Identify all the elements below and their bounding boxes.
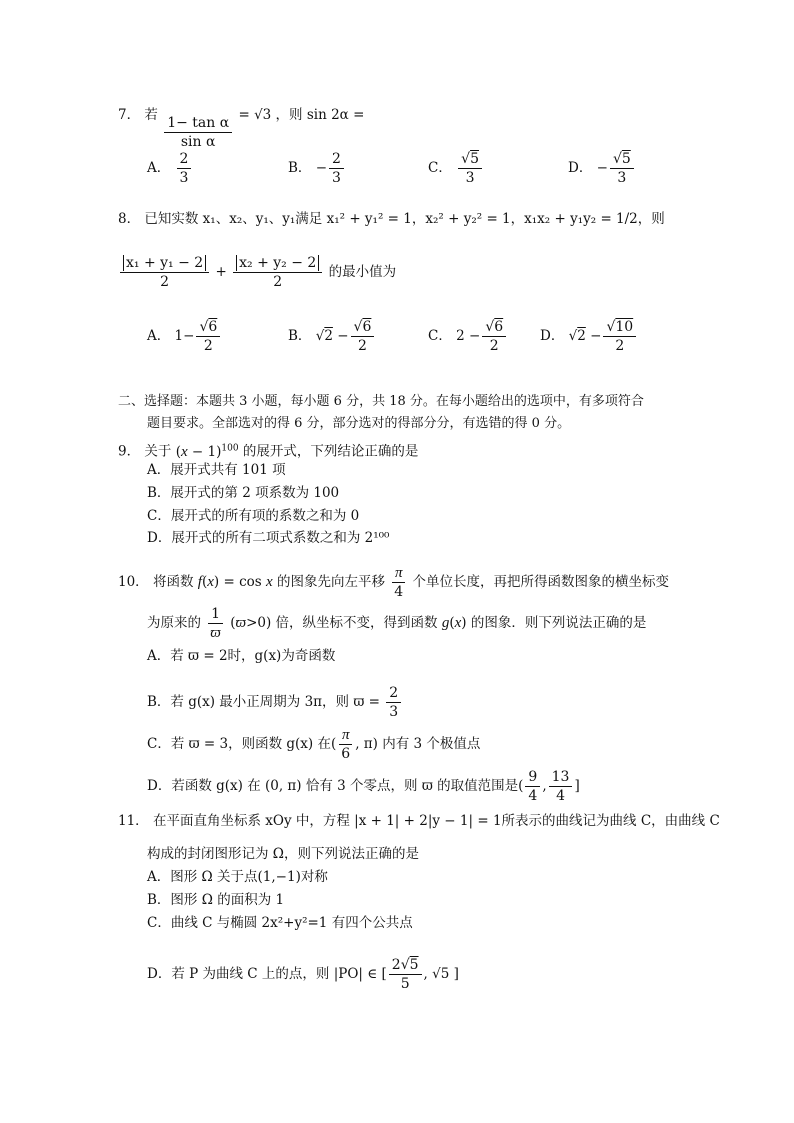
q10-stem2-b: 倍，纵坐标不变，得到函数 [275, 615, 438, 631]
q9-option-d[interactable]: D．展开式的所有二项式系数之和为 2¹⁰⁰ [147, 530, 390, 546]
q7-equation: = √3 ，则 sin 2α = [238, 107, 365, 123]
q10-option-b[interactable] [147, 684, 403, 721]
q8-frac-1: $\frac{\text{x₁ + y₁ − 2}}{2}$ [120, 254, 209, 291]
q10-stem2-a: 为原来的 [147, 615, 201, 631]
q11-optD-text-a: D．若 P 为曲线 C 上的点，则 |PO| ∈ [ [147, 966, 387, 982]
option-label: D． [568, 160, 593, 176]
section2-heading: 二、选择题：本题共 3 小题，每小题 6 分，共 18 分。在每小题给出的选项中，有多项符合 [118, 394, 644, 409]
q9-option-a[interactable]: A．展开式共有 101 项 [147, 462, 286, 478]
q9-option-b[interactable]: B．展开式的第 2 项系数为 100 [147, 485, 340, 501]
q10-one-over-omega: $\frac{1}{ϖ}$ [207, 605, 224, 642]
section2-heading-cont: 题目要求。全部选对的得 6 分，部分选对的得部分分，有选错的得 0 分。 [147, 416, 571, 431]
q11-option-a[interactable]: A．图形 Ω 关于点(1,−1)对称 [147, 869, 328, 885]
option-label: A． [147, 160, 171, 176]
q10-stem2-c: 的图象．则下列说法正确的是 [470, 615, 647, 631]
q11-two-root5-over-5: $\frac{2√5}{5}$ [389, 956, 422, 993]
q10-thirteen-fourths: $\frac{13}{4}$ [549, 768, 573, 805]
q10-option-c[interactable] [147, 726, 480, 763]
option-label: C． [428, 328, 452, 344]
q10-pi-over-4: $\frac{\pi}{4}$ [391, 564, 406, 601]
q10-stem-1 [118, 564, 669, 601]
q11-option-c[interactable]: C．曲线 C 与椭圆 2x²+y²=1 有四个公共点 [147, 915, 413, 931]
q7-number: 7． [118, 107, 141, 123]
q10-optB-text: B．若 g(x) 最小正周期为 3π，则 ϖ = [147, 694, 380, 710]
q10-gx: g(x) [441, 615, 467, 631]
option-label: A． [147, 328, 171, 344]
q8-stem-text: 已知实数 x₁、x₂、y₁、y₁满足 x₁² + y₁² = 1，x₂² + y₂² = 1，x₁x₂ + y₁y₂ = 1/2，则 [144, 211, 665, 227]
q10-stem1-a: 将函数 [152, 574, 194, 590]
option-frac: $\frac{2}{3}$ [177, 150, 192, 187]
option-label: D． [540, 328, 565, 344]
q8-stem [118, 210, 665, 228]
q8-expr-tail: 的最小值为 [328, 264, 397, 280]
q10-optD-text-a: D．若函数 g(x) 在 (0, π) 恰有 3 个零点，则 ϖ 的取值范围是( [147, 778, 524, 794]
q10-two-thirds: $\frac{2}{3}$ [386, 684, 401, 721]
q9-stem-b: 的展开式，下列结论正确的是 [242, 443, 419, 460]
q9-number: 9． [118, 443, 141, 460]
option-frac: $\frac{√5}{3}$ [610, 150, 634, 187]
q7-frac-den: sin α [180, 134, 216, 150]
option-frac: $\frac{2}{3}$ [329, 150, 344, 187]
q8-option-c[interactable]: C． 2 − $\frac{√6}{2}$ [428, 318, 508, 355]
q10-func: f(x) = cos x [197, 574, 273, 590]
q8-frac-2: $\frac{\text{x₂ + y₂ − 2}}{2}$ [233, 254, 322, 291]
q9-binomial: $(x - 1)^{100}$ [175, 443, 239, 460]
q10-stem1-b: 的图象先向左平移 [276, 574, 385, 590]
q7-option-b[interactable]: B． − $\frac{2}{3}$ [288, 150, 346, 187]
q10-option-a[interactable]: A．若 ϖ = 2时，g(x)为奇函数 [147, 648, 336, 664]
q9-stem-a: 关于 [144, 443, 172, 460]
q11-stem-1 [118, 812, 720, 830]
q10-nine-fourths: $\frac{9}{4}$ [525, 768, 540, 805]
option-label: C． [428, 160, 452, 176]
q11-optD-text-b: , √5 ] [423, 966, 459, 982]
q7-fraction [164, 114, 232, 151]
q10-optC-text-b: , π) 内有 3 个极值点 [355, 736, 481, 752]
option-label: B． [288, 328, 312, 344]
q10-omega-cond: (ϖ>0) [230, 615, 272, 631]
q7-option-a[interactable] [147, 150, 193, 187]
q8-option-d[interactable]: D． √2 − $\frac{√10}{2}$ [540, 318, 638, 355]
q11-stem1-text: 在平面直角坐标系 xOy 中，方程 |x + 1| + 2|y − 1| = 1所表示的曲线记为曲线 C，由曲线 C [152, 813, 720, 829]
q8-expression: $\frac{\text{x₁ + y₁ − 2}}{2}$ + $\frac{\text{x₂ + y₂ − 2}}{2}$ 的最小值为 [118, 254, 396, 291]
q8-number: 8． [118, 211, 141, 227]
q7-frac-num: 1− tan α [164, 114, 232, 133]
q7-lead: 若 [144, 107, 158, 123]
q10-option-d[interactable]: D．若函数 g(x) 在 (0, π) 恰有 3 个零点，则 ϖ 的取值范围是( $\frac{9}{4}$ , $\frac{13}{4}$ ] [147, 769, 580, 804]
q10-optC-text-a: C．若 ϖ = 3，则函数 g(x) 在( [147, 736, 337, 752]
q9-stem [118, 439, 418, 461]
option-label: B． [288, 160, 312, 176]
q7-option-c[interactable] [428, 150, 484, 187]
q11-option-d[interactable] [147, 956, 459, 993]
q11-number: 11． [118, 813, 149, 829]
q10-optD-text-b: ] [574, 778, 580, 794]
q11-stem-2: 构成的封闭图形记为 Ω，则下列说法正确的是 [147, 846, 419, 862]
option-frac: $\frac{√5}{3}$ [458, 150, 482, 187]
q10-stem-2 [147, 605, 646, 642]
q8-option-b[interactable]: B． √2 − $\frac{√6}{2}$ [288, 318, 376, 355]
q9-option-c[interactable]: C．展开式的所有项的系数之和为 0 [147, 508, 360, 524]
q11-option-b[interactable]: B．图形 Ω 的面积为 1 [147, 892, 285, 908]
q10-pi-over-6: $\frac{\pi}{6}$ [338, 726, 353, 763]
q7-stem [118, 106, 364, 151]
q8-option-a[interactable]: A． 1− $\frac{√6}{2}$ [147, 318, 222, 355]
q10-number: 10． [118, 574, 149, 590]
q7-option-d[interactable]: D． − $\frac{√5}{3}$ [568, 150, 636, 187]
q10-stem1-c: 个单位长度，再把所得函数图象的横坐标变 [412, 574, 669, 590]
